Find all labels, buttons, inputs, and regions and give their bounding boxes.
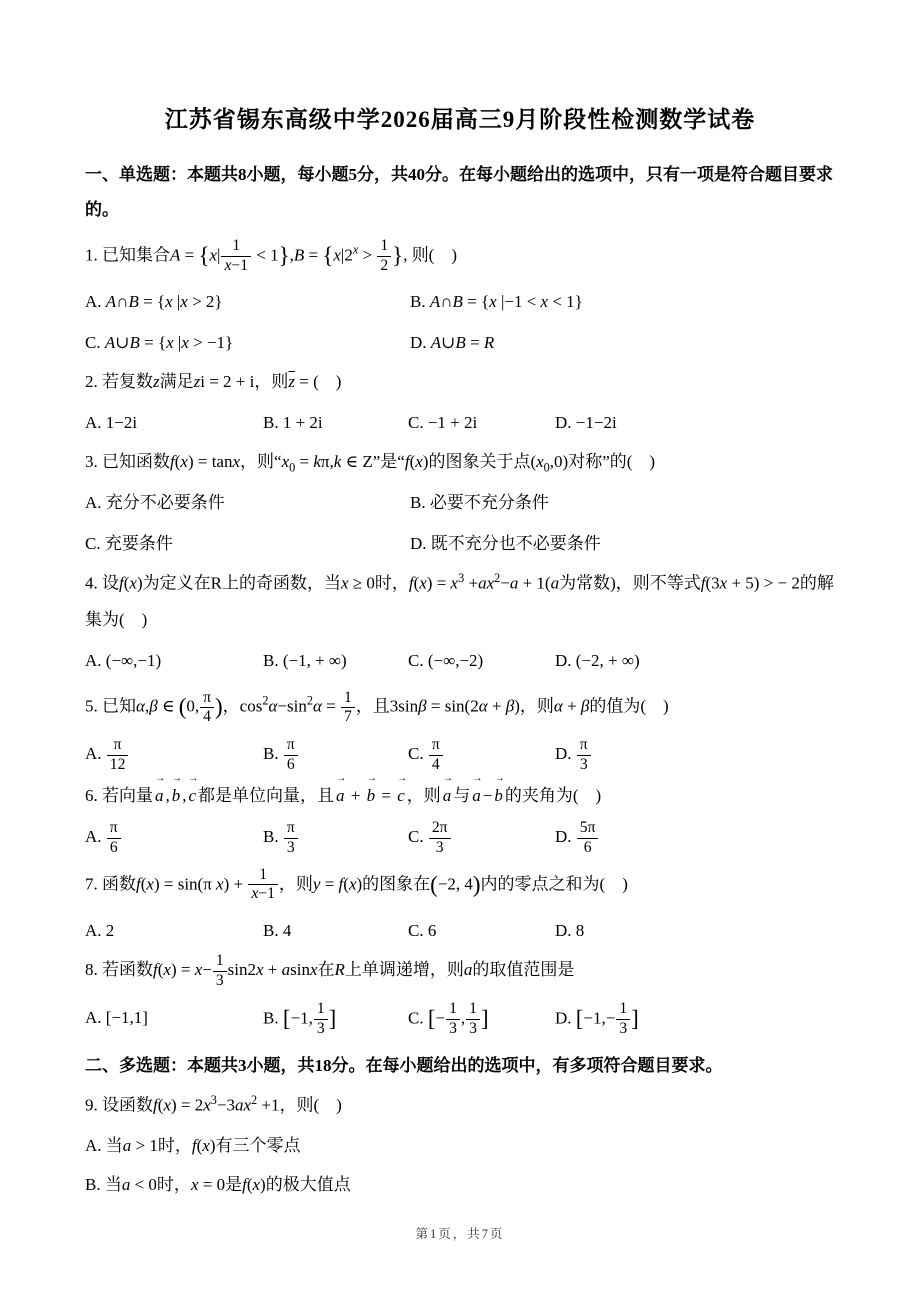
question-8-option-d: D. [−1,− $\frac{1}{3}$ ] [555, 1000, 639, 1037]
question-3-options-row-2 [85, 526, 835, 563]
question-9-option-a: A. 当a > 1时，f(x)有三个零点 [85, 1136, 301, 1156]
question-2-stem: 2. 若复数z满足zi = 2 + i，则$\overline{z}$ = ( ) [85, 372, 342, 392]
question-5-stem: 5. 已知α,β ∈ (0, $\frac{\pi}{4}$ )，$\cos^2\alpha-\sin^2\alpha$ = $\frac{1}{7}$ ，且3sinβ = sin(2α + β)，则α + β的值为( ) [85, 688, 669, 726]
question-4-option-d: D. (−2, + ∞) [555, 650, 640, 670]
question-7-options [85, 913, 835, 950]
question-6-stem: 6. 若向量 → a , → b , → c 都是单位向量，且 → a + → b = → c ，则 → a 与 → a − → b 的夹角为( ) [85, 776, 835, 815]
question-9-options [85, 1128, 835, 1203]
question-6 [85, 776, 835, 856]
question-3-stem: 3. 已知函数f(x) = tanx，则“$x_0 = k\pi,k$ ∈ Z”是“f(x)的图象关于点$(x_0,0)$对称”的( ) [85, 452, 656, 475]
question-3 [85, 444, 835, 562]
question-4-stem: 4. 设f(x)为定义在R上的奇函数，当x ≥ 0时，$f(x) = x^3 +ax^2-a + 1(a$为常数)，则不等式f(3x + 5) > − 2的解集为( ) [85, 571, 834, 630]
section-2-heading: 二、多选题：本题共3小题，共18分。在每小题给出的选项中，有多项符合题目要求。 [85, 1056, 723, 1076]
question-1-option-a: A. A∩B = {x |x > 2} [85, 292, 223, 312]
question-2-option-d: D. −1−2i [555, 412, 617, 432]
question-8-option-c: C. [− $\frac{1}{3}$ , $\frac{1}{3}$ ] [408, 1000, 489, 1037]
question-6-option-d: D. $\frac{5\pi}{6}$ [555, 819, 835, 857]
question-3-option-a: A. 充分不必要条件 [85, 493, 225, 513]
question-1 [85, 231, 835, 361]
question-8-stem: 8. 若函数f(x) = x− $\frac{1}{3}$ sin2x + asinx在R上单调递增，则a的取值范围是 [85, 952, 575, 990]
question-7-option-d: D. 8 [555, 920, 585, 940]
question-6-option-b: B. $\frac{\pi}{3}$ [263, 819, 408, 857]
question-8-option-b: B. [−1, $\frac{1}{3}$ ] [263, 1000, 337, 1037]
question-9 [85, 1087, 835, 1203]
question-3-option-c: C. 充要条件 [85, 533, 173, 553]
question-6-option-c: C. $\frac{2\pi}{3}$ [408, 819, 555, 857]
question-9-stem: 9. 设函数$f(x) = 2x^3-3ax^2 +1$，则( ) [85, 1093, 342, 1115]
question-3-options-row-1 [85, 485, 835, 522]
question-2-option-a: A. 1−2i [85, 412, 138, 432]
question-6-option-a: A. $\frac{\pi}{6}$ [85, 819, 263, 857]
question-1-option-c: C. A∪B = {x |x > −1} [85, 332, 234, 352]
section-1-heading: 一、单选题：本题共8小题，每小题5分，共40分。在每小题给出的选项中，只有一项是符合题目要求的。 [85, 165, 833, 220]
question-2-option-b: B. 1 + 2i [263, 412, 323, 432]
question-7-option-b: B. 4 [263, 920, 292, 940]
question-5-option-d: D. $\frac{\pi}{3}$ [555, 736, 835, 774]
question-7-stem: 7. 函数f(x) = sin(π x) + $\frac{1}{x-1}$ ，则y = f(x)的图象在(−2, 4)内的零点之和为( ) [85, 865, 628, 903]
question-4-option-a: A. (−∞,−1) [85, 650, 162, 670]
question-1-option-d: D. A∪B = R [410, 332, 495, 352]
question-5-option-a: A. $\frac{\pi}{12}$ [85, 736, 263, 774]
question-9-option-b: B. 当a < 0时，x = 0是f(x)的极大值点 [85, 1174, 351, 1194]
question-5-option-b: B. $\frac{\pi}{6}$ [263, 736, 408, 774]
question-1-options-row-2 [85, 325, 835, 362]
question-7 [85, 860, 835, 950]
question-1-options-row-1 [85, 284, 835, 321]
question-8-options [85, 994, 835, 1043]
question-7-option-a: A. 2 [85, 920, 115, 940]
question-3-option-b: B. 必要不充分条件 [410, 493, 549, 513]
page-footer: 第1页，共7页 [415, 1227, 505, 1241]
question-2-options [85, 405, 835, 442]
question-8-option-a: A. [−1,1] [85, 1008, 148, 1028]
question-2-option-c: C. −1 + 2i [408, 412, 478, 432]
question-1-option-b: B. A∩B = {x |−1 < x < 1} [410, 292, 583, 312]
question-4-option-c: C. (−∞,−2) [408, 650, 484, 670]
question-4 [85, 565, 835, 679]
page-title: 江苏省锡东高级中学2026届高三9月阶段性检测数学试卷 [164, 107, 756, 132]
question-5-option-c: C. $\frac{\pi}{4}$ [408, 736, 555, 774]
question-6-options [85, 819, 835, 857]
question-2 [85, 364, 835, 441]
question-4-options [85, 643, 835, 680]
question-1-stem: 1. 已知集合A = {x| $\frac{1}{x-1}$ < $1\},B = \{x|2^x$ > $\frac{1}{2}$ }, 则( ) [85, 236, 458, 274]
question-8 [85, 952, 835, 1043]
question-4-option-b: B. (−1, + ∞) [263, 650, 347, 670]
question-5 [85, 682, 835, 773]
question-7-option-c: C. 6 [408, 920, 437, 940]
question-3-option-d: D. 既不充分也不必要条件 [410, 533, 601, 553]
